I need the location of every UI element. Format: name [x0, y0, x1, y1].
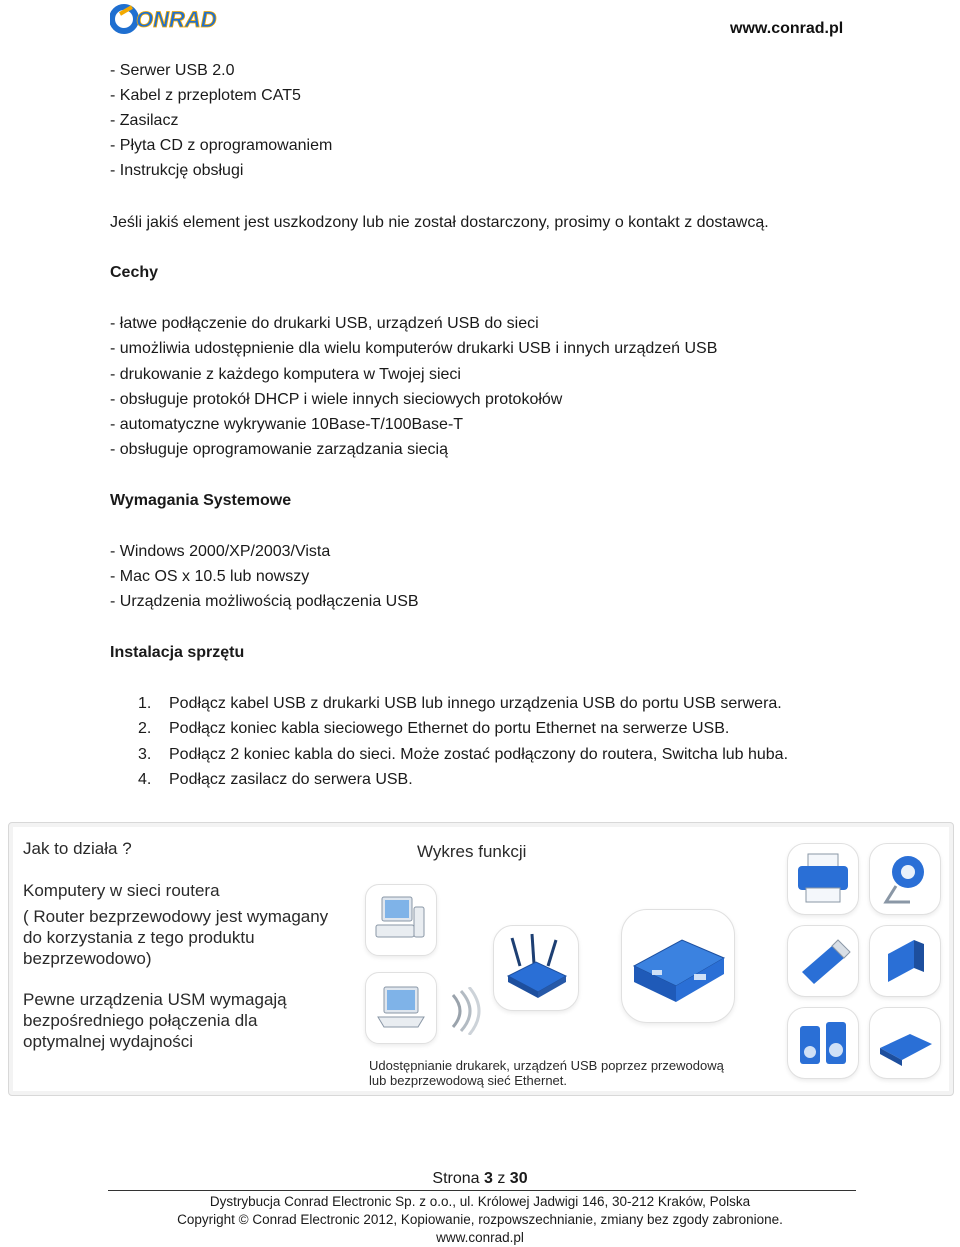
feature-item: - obsługuje oprogramowanie zarządzania siecią: [110, 441, 448, 458]
usb-flash-drive-icon: [787, 925, 859, 997]
webcam-icon: [869, 843, 941, 915]
figure-caption: Udostępnianie drukarek, urządzeń USB poprzez przewodową: [369, 1058, 724, 1073]
figure-panel: [13, 827, 949, 1091]
step-number: 4.: [138, 771, 152, 788]
figure-how-title: Jak to działa ?: [23, 839, 132, 858]
conrad-logo: [110, 2, 234, 34]
printer-icon: [787, 843, 859, 915]
page-total: 30: [509, 1170, 528, 1187]
feature-item: - automatyczne wykrywanie 10Base-T/100Base-T: [110, 416, 464, 433]
page-prefix: Strona: [432, 1170, 480, 1187]
wireless-router-icon: [493, 925, 579, 1011]
external-drive-icon: [869, 925, 941, 997]
step-number: 2.: [138, 720, 152, 737]
feature-item: - łatwe podłączenie do drukarki USB, urządzeń USB do sieci: [110, 315, 539, 332]
requirement-item: - Urządzenia możliwością podłączenia USB: [110, 593, 419, 610]
list-item: - Instrukcję obsługi: [110, 162, 244, 179]
figure-router-text: do korzystania z tego produktu: [23, 928, 255, 947]
list-item: - Kabel z przeplotem CAT5: [110, 87, 301, 104]
scanner-icon: [869, 1007, 941, 1079]
figure-caption: lub bezprzewodową sieć Ethernet.: [369, 1073, 568, 1088]
features-heading: Cechy: [110, 264, 159, 281]
footer-url: www.conrad.pl: [436, 1230, 524, 1245]
how-it-works-figure: [8, 822, 954, 1096]
footer-copyright: Copyright © Conrad Electronic 2012, Kopiowanie, rozpowszechnianie, zmiany bez zgody zabronione.: [177, 1212, 783, 1227]
list-item: - Serwer USB 2.0: [110, 62, 235, 79]
step-text: Podłącz 2 koniec kabla do sieci. Może zostać podłączony do routera, Switcha lub huba.: [169, 746, 789, 763]
requirement-item: - Mac OS x 10.5 lub nowszy: [110, 568, 310, 585]
step-number: 1.: [138, 695, 152, 712]
requirement-item: - Windows 2000/XP/2003/Vista: [110, 543, 331, 560]
header-url: www.conrad.pl: [730, 20, 844, 37]
feature-item: - drukowanie z każdego komputera w Twojej sieci: [110, 366, 461, 383]
speakers-icon: [787, 1007, 859, 1079]
step-number: 3.: [138, 746, 152, 763]
page-current: 3: [483, 1170, 493, 1187]
step-text: Podłącz zasilacz do serwera USB.: [169, 771, 413, 788]
feature-item: - obsługuje protokół DHCP i wiele innych sieciowych protokołów: [110, 391, 563, 408]
step-text: Podłącz koniec kabla sieciowego Ethernet do portu Ethernet na serwerze USB.: [169, 720, 730, 737]
requirements-heading: Wymagania Systemowe: [110, 492, 292, 509]
usb-server-icon: [621, 909, 735, 1023]
list-item: - Płyta CD z oprogramowaniem: [110, 137, 333, 154]
feature-item: - umożliwia udostępnienie dla wielu komputerów drukarki USB i innych urządzeń USB: [110, 340, 718, 357]
desktop-computer-icon: [365, 884, 437, 956]
installation-heading: Instalacja sprzętu: [110, 644, 245, 661]
damage-note: Jeśli jakiś element jest uszkodzony lub nie został dostarczony, prosimy o kontakt z dostawcą.: [110, 214, 769, 231]
figure-function-title: Wykres funkcji: [417, 842, 527, 861]
figure-router-text: bezprzewodowo): [23, 949, 152, 968]
figure-usm-text: Pewne urządzenia USM wymagają: [23, 990, 287, 1009]
figure-router-text: Komputery w sieci routera: [23, 881, 220, 900]
figure-router-text: ( Router bezprzewodowy jest wymagany: [23, 907, 329, 926]
step-text: Podłącz kabel USB z drukarki USB lub innego urządzenia USB do portu USB serwera.: [169, 695, 782, 712]
figure-usm-text: optymalnej wydajności: [23, 1032, 194, 1051]
figure-usm-text: bezpośredniego połączenia dla: [23, 1011, 258, 1030]
wifi-signal-icon: [445, 987, 481, 1035]
footer-divider: [108, 1190, 856, 1191]
svg-text:ONRAD: ONRAD: [136, 7, 217, 32]
laptop-icon: [365, 972, 437, 1044]
footer-address: Dystrybucja Conrad Electronic Sp. z o.o., ul. Królowej Jadwigi 146, 30-212 Kraków, Polska: [209, 1194, 751, 1209]
page-number: [0, 1170, 960, 1188]
list-item: - Zasilacz: [110, 112, 179, 129]
page-separator: z: [497, 1170, 506, 1187]
